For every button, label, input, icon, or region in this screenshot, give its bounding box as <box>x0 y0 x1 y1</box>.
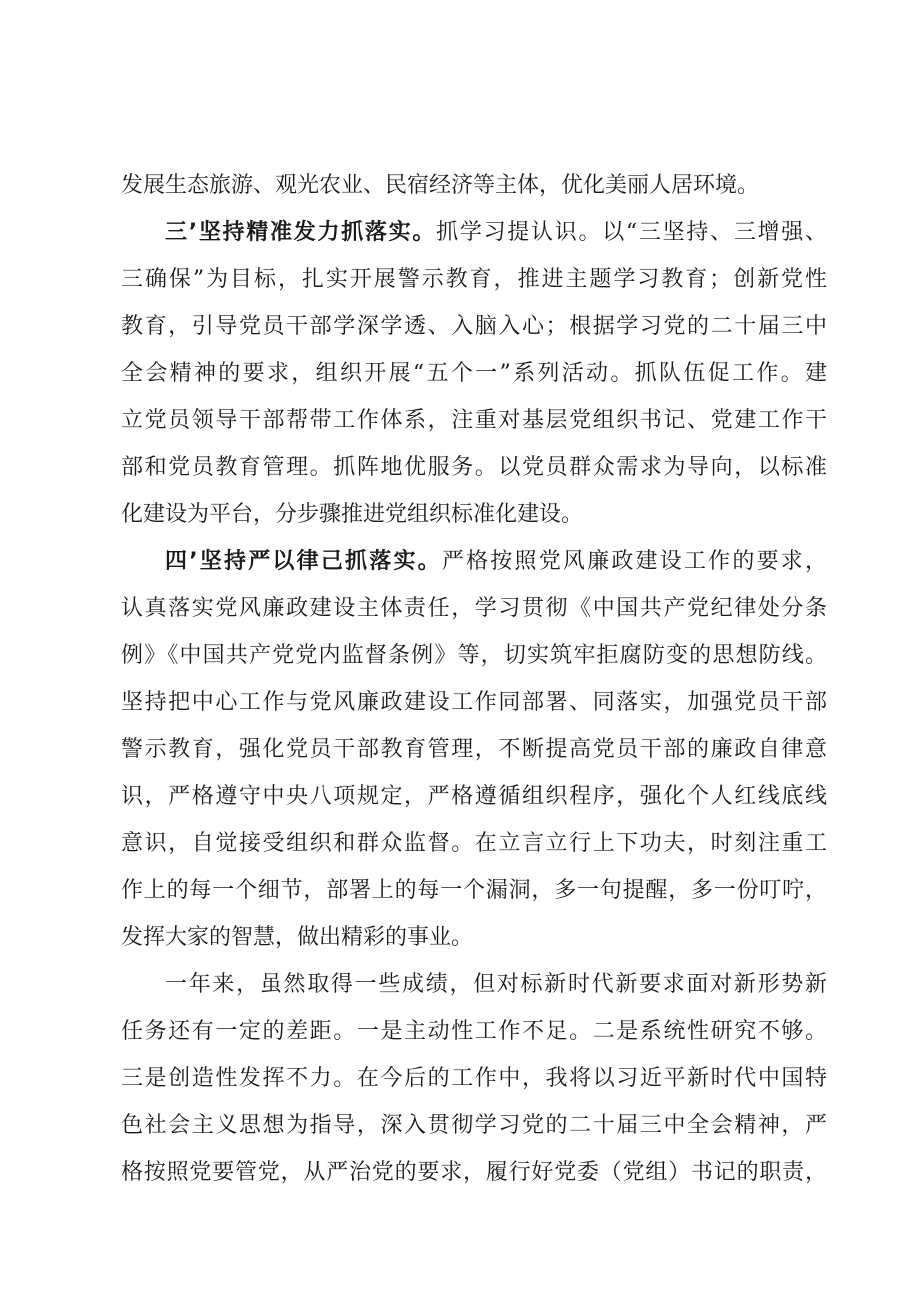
paragraph-continuation <box>121 162 827 209</box>
paragraph-summary <box>121 961 827 1196</box>
text-line: 认真落实党风廉政建设主体责任，学习贯彻《中国共产党纪律处分条 <box>121 596 827 621</box>
text-line <box>121 209 827 256</box>
text-line: 化建设为平台，分步骤推进党组织标准化建设。 <box>121 502 584 527</box>
text-line: 全会精神的要求，组织开展“五个一”系列活动。抓队伍促工作。建 <box>121 361 827 386</box>
text-line: 教育，引导党员干部学深学透、入脑入心；根据学习党的二十届三中 <box>121 314 827 339</box>
paragraph-section-three <box>121 209 827 538</box>
text-line: 色社会主义思想为指导，深入贯彻学习党的二十届三中全会精神，严 <box>121 1113 827 1138</box>
text-line: 意识，自觉接受组织和群众监督。在立言立行上下功夫，时刻注重工 <box>121 831 827 856</box>
text-run: 严格按照党风廉政建设工作的要求， <box>441 549 827 574</box>
text-line: 三确保”为目标，扎实开展警示教育，推进主题学习教育；创新党性 <box>121 267 827 292</box>
document-body <box>121 162 827 1196</box>
text-line: 任务还有一定的差距。一是主动性工作不足。二是系统性研究不够。 <box>121 1019 827 1044</box>
text-line <box>121 538 827 585</box>
text-line: 警示教育，强化党员干部教育管理，不断提高党员干部的廉政自律意 <box>121 737 827 762</box>
text-line: 立党员领导干部帮带工作体系，注重对基层党组织书记、党建工作干 <box>121 408 827 433</box>
section-heading-four: 四’坚持严以律己抓落实。 <box>165 549 442 574</box>
text-line: 部和党员教育管理。抓阵地优服务。以党员群众需求为导向，以标准 <box>121 455 827 480</box>
text-line: 坚持把中心工作与党风廉政建设工作同部署、同落实，加强党员干部 <box>121 690 827 715</box>
text-line: 识，严格遵守中央八项规定，严格遵循组织程序，强化个人红线底线 <box>121 784 827 809</box>
text-run: 抓学习提认识。以“三坚持、三增强、 <box>436 220 828 245</box>
text-line: 格按照党要管党，从严治党的要求，履行好党委（党组）书记的职责， <box>121 1160 827 1185</box>
section-heading-three: 三’坚持精准发力抓落实。 <box>165 220 437 245</box>
text-line: 例》《中国共产党党内监督条例》等，切实筑牢拒腐防变的思想防线。 <box>121 643 827 668</box>
text-line: 作上的每一个细节，部署上的每一个漏洞，多一句提醒，多一份叮咛， <box>121 878 827 903</box>
text-line: 三是创造性发挥不力。在今后的工作中，我将以习近平新时代中国特 <box>121 1066 827 1091</box>
text-line: 发展生态旅游、观光农业、民宿经济等主体，优化美丽人居环境。 <box>121 173 760 198</box>
text-line: 一年来，虽然取得一些成绩，但对标新时代新要求面对新形势新 <box>165 972 827 997</box>
text-line: 发挥大家的智慧，做出精彩的事业。 <box>121 925 474 950</box>
paragraph-section-four <box>121 538 827 961</box>
